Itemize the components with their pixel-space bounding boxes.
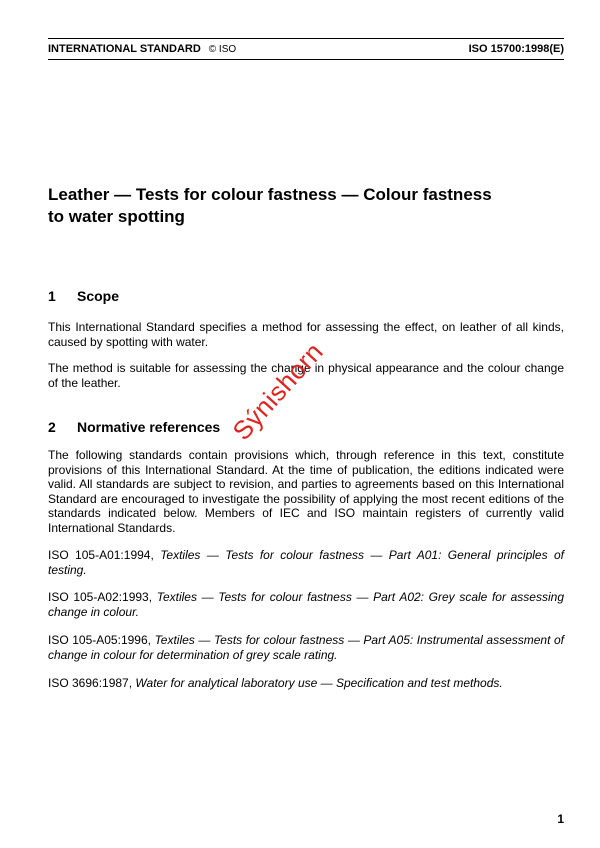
reference-title: Water for analytical laboratory use — Specification and test methods. bbox=[135, 676, 503, 690]
section-heading-normative-references bbox=[48, 419, 220, 435]
section-number: 1 bbox=[48, 288, 56, 304]
reference-code: ISO 105-A01:1994, bbox=[48, 548, 154, 562]
reference-item bbox=[48, 548, 564, 577]
scope-paragraph-2: The method is suitable for assessing the change in physical appearance and the colour change of the leather. bbox=[48, 361, 564, 390]
reference-item bbox=[48, 676, 564, 691]
header-left bbox=[48, 43, 236, 55]
header-copyright: © ISO bbox=[208, 44, 237, 55]
reference-code: ISO 105-A02:1993, bbox=[48, 590, 153, 604]
reference-item bbox=[48, 590, 564, 619]
page-number: 1 bbox=[557, 812, 564, 826]
section-number: 2 bbox=[48, 419, 56, 435]
references-intro-paragraph: The following standards contain provisions which, through reference in this text, constitute provisions of this International Standard. At the time of publication, the editions indicated were valid. All standards are subject to revision, and parties to agreements based on this International Standard are encouraged to investigate the possibility of applying the most recent editions of the standards indicated below. Members of IEC and ISO maintain registers of currently valid International Standards. bbox=[48, 448, 564, 535]
reference-title: Textiles — Tests for colour fastness — Part A05: Instrumental assessment of change in colour for determination of grey scale rating. bbox=[48, 633, 564, 662]
reference-code: ISO 3696:1987, bbox=[48, 676, 133, 690]
reference-title: Textiles — Tests for colour fastness — Part A02: Grey scale for assessing change in colour. bbox=[48, 590, 564, 619]
header-document-id: ISO 15700:1998(E) bbox=[468, 43, 564, 55]
reference-code: ISO 105-A05:1996, bbox=[48, 633, 151, 647]
section-title: Normative references bbox=[77, 419, 221, 435]
title-line-2: to water spotting bbox=[48, 207, 185, 226]
reference-item bbox=[48, 633, 564, 662]
title-line-1: Leather — Tests for colour fastness — Colour fastness bbox=[48, 185, 492, 204]
section-title: Scope bbox=[77, 288, 120, 304]
scope-paragraph-1: This International Standard specifies a method for assessing the effect, on leather of all kinds, caused by spotting with water. bbox=[48, 320, 564, 349]
page-header bbox=[48, 38, 564, 60]
document-title bbox=[48, 184, 548, 228]
reference-title: Textiles — Tests for colour fastness — Part A01: General principles of testing. bbox=[48, 548, 564, 577]
header-standard-label: INTERNATIONAL STANDARD bbox=[48, 43, 201, 55]
section-heading-scope bbox=[48, 288, 119, 304]
sample-watermark: Sýnishorn bbox=[226, 336, 330, 446]
